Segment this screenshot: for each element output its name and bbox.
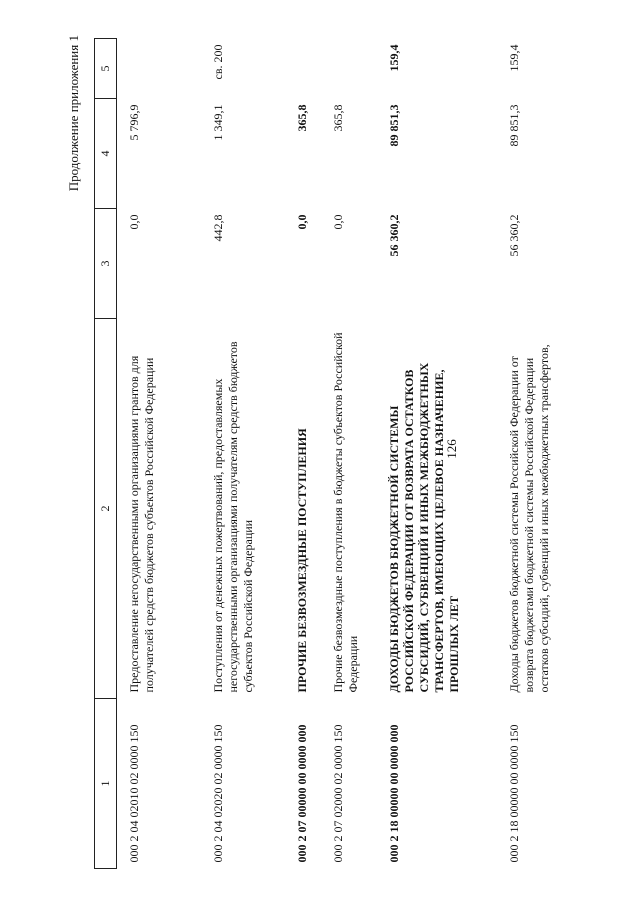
- header-col-2: 2: [95, 319, 117, 699]
- revenue-name: Поступления от денежных пожертвований, предоставляемых негосударственными организациями получателям средств бюджетов субъектов Российской Федерации: [210, 341, 255, 693]
- header-col-1: 1: [95, 699, 117, 869]
- header-row: [95, 39, 117, 869]
- value-col-3: 442,8: [210, 214, 225, 242]
- table-row: [321, 39, 377, 869]
- value-col-5: [117, 39, 201, 99]
- value-col-3: 56 360,2: [386, 214, 401, 257]
- table-row: [201, 39, 285, 869]
- budget-code: 000 2 18 00000 00 0000 150: [506, 724, 521, 863]
- revenue-name: ПРОЧИЕ БЕЗВОЗМЕЗДНЫЕ ПОСТУПЛЕНИЯ: [294, 428, 309, 693]
- value-col-4: 89 851,3: [386, 104, 401, 147]
- value-col-5: св. 200: [210, 44, 225, 80]
- value-col-4: 5 796,9: [127, 104, 141, 141]
- header-col-5: 5: [95, 39, 117, 99]
- revenue-name: ДОХОДЫ БЮДЖЕТОВ БЮДЖЕТНОЙ СИСТЕМЫ РОССИЙСКОЙ ФЕДЕРАЦИИ ОТ ВОЗВРАТА ОСТАТКОВ СУБСИДИЙ, СУБВЕНЦИЙ И ИНЫХ МЕЖБЮДЖЕТНЫХ ТРАНСФЕРТОВ, ИМЕЮЩИХ ЦЕЛЕВОЕ НАЗНАЧЕНИЕ, ПРОШЛЫХ ЛЕТ: [386, 362, 461, 693]
- budget-code: 000 2 07 00000 00 0000 000: [294, 724, 309, 863]
- value-col-3: 0,0: [330, 214, 345, 230]
- page-number: 126: [444, 439, 459, 459]
- value-col-3: 0,0: [294, 214, 309, 230]
- budget-code: 000 2 04 02010 02 0000 150: [127, 724, 141, 863]
- value-col-4: 1 349,1: [210, 104, 225, 141]
- table-row: [117, 39, 201, 869]
- revenue-name: Предоставление негосударственными организациями грантов для получателей средств бюджетов субъектов Российской Федерации: [127, 355, 156, 693]
- value-col-4: 89 851,3: [506, 104, 521, 147]
- table-row: [497, 39, 581, 869]
- header-col-3: 3: [95, 209, 117, 319]
- value-col-5: [285, 39, 321, 99]
- appendix-note: Продолжение приложения 1: [66, 35, 81, 192]
- revenue-name: Доходы бюджетов бюджетной системы Российской Федерации от возврата бюджетами бюджетной системы Российской Федерации остатков субсидий, субвенций и иных межбюджетных трансфертов,: [506, 344, 551, 693]
- value-col-5: 159,4: [506, 44, 521, 72]
- header-col-4: 4: [95, 99, 117, 209]
- value-col-4: 365,8: [330, 104, 345, 132]
- budget-code: 000 2 07 02000 02 0000 150: [330, 724, 345, 863]
- table-row: [377, 39, 497, 869]
- budget-code: 000 2 18 00000 00 0000 000: [386, 724, 401, 863]
- value-col-4: 365,8: [294, 104, 309, 132]
- revenue-name: Прочие безвозмездные поступления в бюджеты субъектов Российской Федерации: [330, 332, 360, 693]
- value-col-5: [321, 39, 377, 99]
- value-col-3: 56 360,2: [506, 214, 521, 257]
- budget-code: 000 2 04 02020 02 0000 150: [210, 724, 225, 863]
- revenue-table: [94, 38, 581, 869]
- value-col-3: 0,0: [127, 214, 141, 230]
- table-row: [285, 39, 321, 869]
- value-col-5: 159,4: [386, 44, 401, 72]
